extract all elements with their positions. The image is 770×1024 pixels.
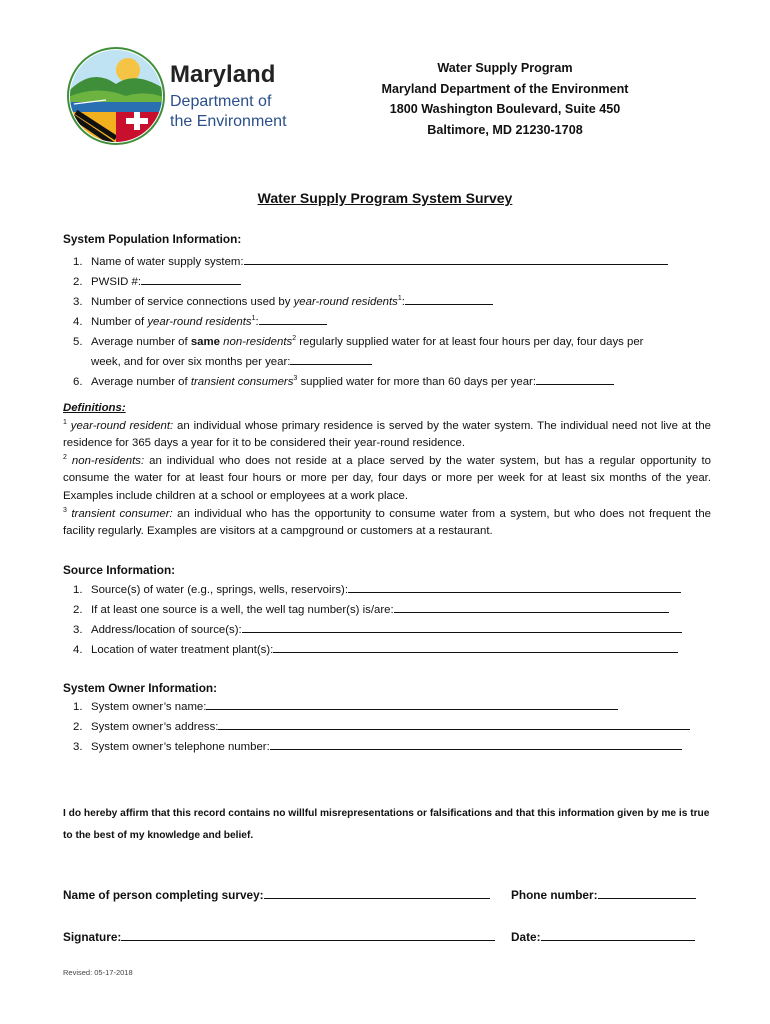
- mde-seal-icon: [66, 46, 306, 146]
- list-item: 3. Address/location of source(s):: [63, 620, 713, 640]
- signature-row: [63, 928, 495, 944]
- list-item: 5. Average number of same non-residents$^2$ regularly supplied water for at least four hours per day, four days per: [73, 335, 644, 348]
- agency-line: 1800 Washington Boulevard, Suite 450: [389, 102, 621, 116]
- phone-row: [511, 886, 696, 902]
- phone-field[interactable]: [598, 886, 696, 899]
- list-item: 1. Source(s) of water (e.g., springs, wells, reservoirs):: [63, 580, 713, 600]
- treatment-plant-field[interactable]: [273, 640, 678, 653]
- system-name-field[interactable]: [244, 252, 668, 265]
- list-item: 2. If at least one source is a well, the well tag number(s) is/are:: [63, 600, 713, 620]
- date-row: [511, 928, 695, 944]
- transient-consumers-field[interactable]: [536, 372, 614, 385]
- date-label: Date:: [511, 930, 541, 944]
- definitions-heading: Definitions:: [63, 402, 126, 414]
- definition-transient: $^3$ transient consumer: an individual who has the opportunity to consume water from a system, but who does not frequent the facility regularly. Examples are visitors at a campground or customers at a restaurant.: [63, 506, 712, 538]
- list-item: 6. Average number of transient consumers$^3$ supplied water for more than 60 days per year:: [63, 372, 713, 392]
- population-heading: System Population Information:: [63, 232, 242, 246]
- owner-phone-field[interactable]: [270, 737, 682, 750]
- mde-logo: [66, 46, 306, 146]
- name-label: Name of person completing survey:: [63, 888, 264, 902]
- list-item: 1. System owner’s name:: [63, 697, 713, 717]
- agency-address: [340, 58, 670, 140]
- agency-line: Water Supply Program: [437, 61, 573, 75]
- non-residents-field[interactable]: [290, 352, 372, 365]
- source-heading: Source Information:: [63, 563, 176, 577]
- list-item: 3. Number of service connections used by year-round residents$^1$:: [63, 292, 713, 312]
- list-item: 3. System owner’s telephone number:: [63, 737, 713, 757]
- affirmation-statement: I do hereby affirm that this record contains no willful misrepresentations or falsifications and that this information given by me is true to the best of my knowledge and belief.: [63, 808, 710, 841]
- year-round-residents-field[interactable]: [259, 312, 327, 325]
- signature-label: Signature:: [63, 930, 122, 944]
- revised-date: Revised: 05-17-2018: [63, 968, 133, 977]
- definition-year-round: $^1$ year-round resident: an individual whose primary residence is served by the water system. The individual need not live at the residence for 365 days a year for it to be considered their year-round residence.: [63, 418, 711, 450]
- pwsid-field[interactable]: [141, 272, 241, 285]
- list-item: 1. Name of water supply system:: [63, 252, 713, 272]
- signature-field[interactable]: [121, 928, 495, 941]
- service-connections-field[interactable]: [405, 292, 493, 305]
- logo-line3: the Environment: [170, 113, 287, 130]
- phone-label: Phone number:: [511, 888, 598, 902]
- logo-line2: Department of: [170, 93, 272, 110]
- population-list: [63, 252, 713, 392]
- owner-address-field[interactable]: [218, 717, 690, 730]
- list-item: 2. PWSID #:: [63, 272, 713, 292]
- name-field[interactable]: [264, 886, 490, 899]
- agency-line: Baltimore, MD 21230-1708: [427, 122, 583, 137]
- source-address-field[interactable]: [242, 620, 682, 633]
- agency-line: Maryland Department of the Environment: [381, 81, 629, 96]
- name-row: [63, 886, 490, 902]
- list-item: 4. Location of water treatment plant(s):: [63, 640, 713, 660]
- list-item: 2. System owner’s address:: [63, 717, 713, 737]
- list-item-continuation: week, and for over six months per year:: [63, 352, 713, 372]
- owner-heading: System Owner Information:: [63, 681, 218, 695]
- owner-name-field[interactable]: [206, 697, 618, 710]
- owner-list: [63, 697, 713, 757]
- source-list: [63, 580, 713, 660]
- well-tag-field[interactable]: [394, 600, 669, 613]
- list-item: 4. Number of year-round residents$^1$:: [63, 312, 713, 332]
- logo-line1: Maryland: [170, 61, 276, 88]
- definitions: [63, 400, 711, 541]
- definition-non-residents: $^2$ non-residents: an individual who does not reside at a place served by the water system, but has a regular opportunity to consume the water for at least four hours or more per day, four days or more per week for at least six months of the year. Examples include children at a school or employees at a work place.: [63, 453, 711, 502]
- source-water-field[interactable]: [348, 580, 681, 593]
- date-field[interactable]: [541, 928, 695, 941]
- document-title: Water Supply Program System Survey: [257, 190, 513, 206]
